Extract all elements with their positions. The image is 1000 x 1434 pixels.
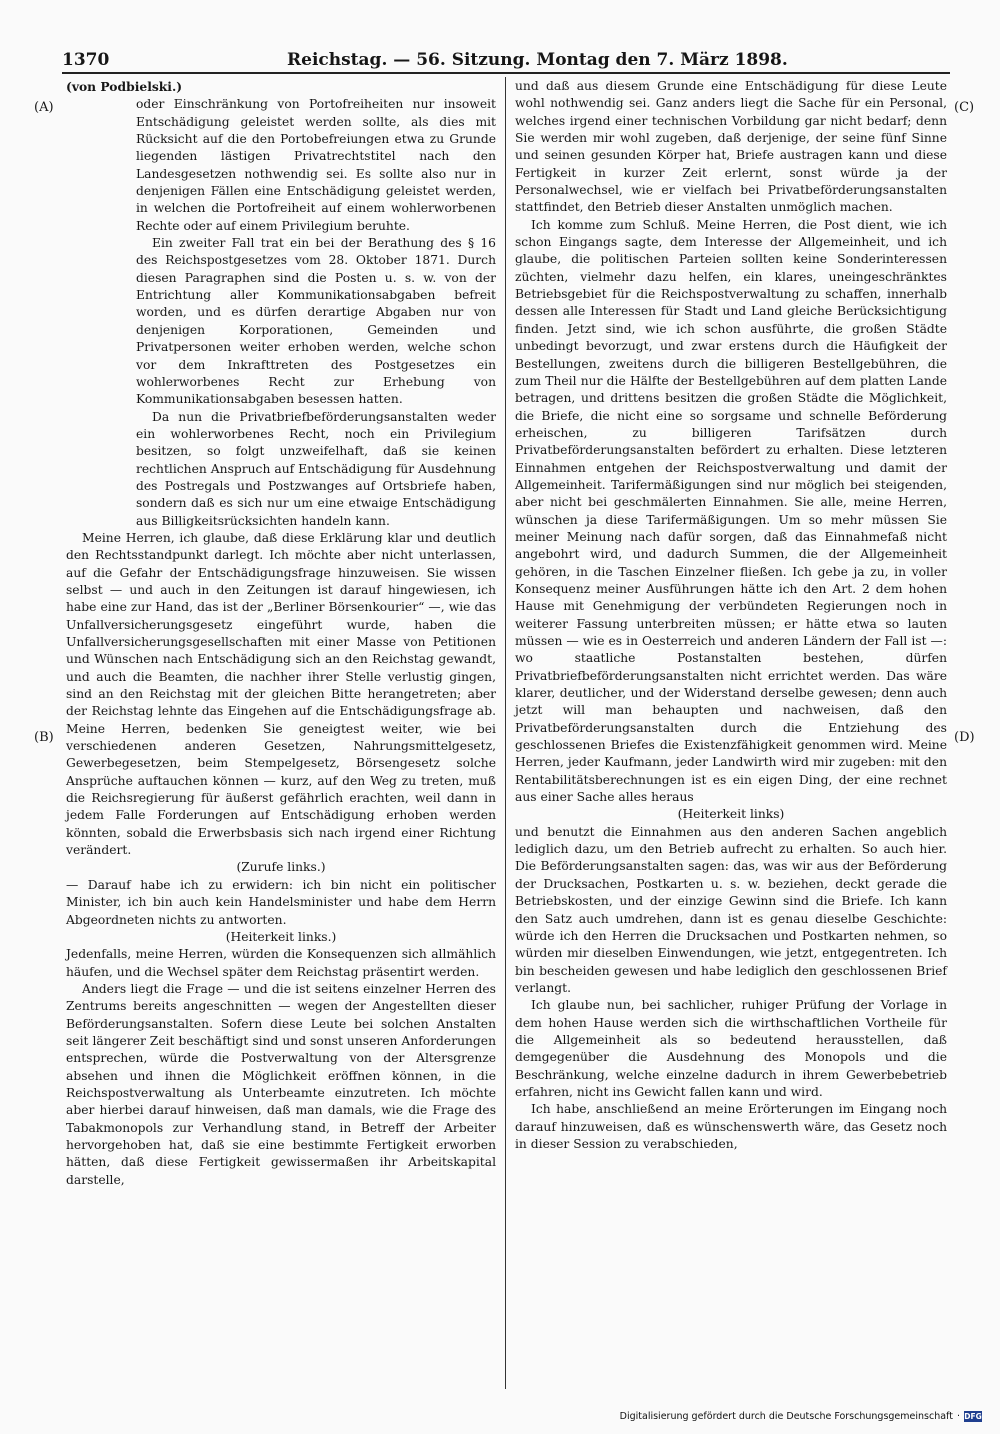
paragraph: und benutzt die Einnahmen aus den anderen Sachen angeblich lediglich dazu, um den Betrieb aufrecht zu erhalten. So auch hier. Die Beförderungsanstalten sagen: das, was wir aus der Beförderung der Drucksachen, Postkarten u. s. w. beziehen, deckt gerade die Betriebskosten, und der einzige Gewinn sind die Briefe. Ich kann den Satz auch umdrehen, dann ist es genau dieselbe Geschichte: würde ich den Herren die Drucksachen und Postkarten nehmen, so würden mir dieselben Einwendungen, wie jetzt, entgegentreten. Ich bin bescheiden gewesen und habe lediglich den geschlossenen Brief verlangt.	[515, 824, 947, 995]
margin-mark-c: (C)	[954, 100, 975, 115]
paragraph: Ich komme zum Schluß. Meine Herren, die Post dient, wie ich schon Eingangs sagte, dem Interesse der Allgemeinheit, und ich glaube, die politischen Parteien sollten keine Sonderinteressen züchten, vielmehr dazu helfen, ein klares, uneingeschränktes Betriebsgebiet für die Reichspostverwaltung zu schaffen, innerhalb dessen alle Interessen für Stadt und Land gleiche Berücksichtigung finden. Jetzt sind, wie ich schon ausführte, die großen Städte unbedingt bevorzugt, und zwar erstens durch die Häufigkeit der Bestellungen, zweitens durch die billigeren Bestellgebühren, die zum Theil nur die Hälfte der Bestellgebühren auf dem platten Lande betragen, und drittens besitzen die großen Städte die Möglichkeit, die Briefe, die nicht eine so sorgsame und schnelle Beförderung erheischen, zu billigeren Tarifsätzen durch Privatbeförderungsanstalten befördert zu erhalten. Diese letzteren Einnahmen entgehen der Reichspostverwaltung und damit der Allgemeinheit. Tarifermäßigungen sind nur möglich bei steigenden, aber nicht bei geschmälerten Einnahmen. Sie alle, meine Herren, wünschen ja diese Tarifermäßigungen. Um so mehr müssen Sie meiner Meinung nach dafür sorgen, daß das Einnahmefaß nicht angebohrt wird, und dadurch Summen, die der Allgemeinheit gehören, in die Taschen Einzelner fließen. Ich gebe ja zu, in voller Konsequenz meiner Ausführungen hätte ich den Art. 2 dem hohen Hause mit Genehmigung der verbündeten Regierungen noch in weiterer Fassung unterbreiten müssen; er hätte etwa so lauten müssen — wie es in Oesterreich und anderen Ländern der Fall ist —: wo staatliche Postanstalten bestehen, dürfen Privatbriefbeförderungsanstalten nicht errichtet werden. Das wäre klarer, deutlicher, und der Widerstand derselbe gewesen; denn auch jetzt will man behaupten und nachweisen, daß den Privatbeförderungsanstalten durch die Entziehung des geschlossenen Briefes die Existenzfähigkeit genommen wird. Meine Herren, jeder Kaufmann, jeder Landwirth wird mir zugeben: mit den Rentabilitätsberechnungen ist es ein eigen Ding, der eine rechnet aus einer Sache alles heraus	[515, 217, 947, 805]
paragraph: — Darauf habe ich zu erwidern: ich bin nicht ein politischer Minister, ich bin auch kein Handelsminister und habe dem Herrn Abgeordneten nichts zu antworten.	[66, 877, 496, 927]
page-number: 1370	[62, 50, 110, 70]
header-rule	[62, 72, 950, 74]
column-separator	[505, 77, 506, 1389]
margin-mark-b: (B)	[34, 730, 54, 745]
dfg-logo-icon: DFG	[964, 1412, 982, 1421]
paragraph: Ein zweiter Fall trat ein bei der Berathung des § 16 des Reichspostgesetzes vom 28. Oktober 1871. Durch diesen Paragraphen sind die Posten u. s. w. von der Entrichtung aller Kommunikationsabgaben befreit worden, und es dürfen derartige Abgaben nur von denjenigen Korporationen, Gemeinden und Privatpersonen weiter erhoben werden, welche schon vor dem Inkrafttreten des Postgesetzes ein wohlerworbenes Recht zur Erhebung von Kommunikationsabgaben besessen hatten.	[136, 236, 496, 407]
interjection: (Heiterkeit links.)	[225, 929, 337, 944]
speaker-label: (von Podbielski.)	[66, 79, 183, 94]
paragraph: und daß aus diesem Grunde eine Entschädigung für diese Leute wohl nothwendig sei. Ganz anders liegt die Sache für ein Personal, welches irgend einer technischen Vorbildung gar nicht bedarf; denn Sie werden mir wohl zugeben, daß derjenige, der seine fünf Sinne und seinen gesunden Körper hat, Briefe austragen kann und diese Fertigkeit in kurzer Zeit erlernt, sonst würde ja der Personalwechsel, wie er vielfach bei Privatbeförderungsanstalten stattfindet, den Betrieb dieser Anstalten unmöglich machen.	[515, 79, 947, 215]
paragraph: Ich habe, anschließend an meine Erörterungen im Eingang noch darauf hinzuweisen, daß es wünschenswerth wäre, das Gesetz noch in dieser Session zu verabschieden,	[515, 1102, 947, 1151]
paragraph: Anders liegt die Frage — und die ist seitens einzelner Herren des Zentrums bereits angeschnitten — wegen der Angestellten dieser Beförderungsanstalten. Sofern diese Leute bei solchen Anstalten seit längerer Zeit beschäftigt sind und sonst unseren Anforderungen entsprechen, würde die Postverwaltung von der Altersgrenze absehen und ihnen die Möglichkeit eröffnen können, in die Reichspostverwaltung als Unterbeamte einzutreten. Ich möchte aber hierbei darauf hinweisen, daß man damals, wie die Frage des Tabakmonopols zur Verhandlung stand, in Betreff der Arbeiter hervorgehoben hat, daß sie eine bestimmte Fertigkeit erworben hätten, daß diese Fertigkeit gewissermaßen ihr Arbeitskapital darstelle,	[66, 981, 496, 1187]
footer-credit	[620, 1411, 982, 1422]
right-column	[515, 78, 947, 1153]
footer-dot: ·	[956, 1411, 960, 1422]
paragraph: oder Einschränkung von Portofreiheiten nur insoweit Entschädigung geleistet werden sollte, als dies mit Rücksicht auf die den Portobefreiungen etwa zu Grunde liegenden lästigen Privatrechtstitel nach den Landesgesetzen nothwendig sei. Es sollte also nur in denjenigen Fällen eine Entschädigung geleistet werden, in welchen die Portofreiheit auf einem wohlerworbenen Rechte oder auf einem Privilegium beruhte.	[136, 97, 496, 233]
left-column	[66, 78, 496, 1189]
interjection: (Zurufe links.)	[236, 860, 326, 875]
paragraph: Jedenfalls, meine Herren, würden die Konsequenzen sich allmählich häufen, und die Wechsel später dem Reichstag präsentirt werden.	[66, 947, 496, 979]
margin-mark-d: (D)	[954, 730, 975, 745]
paragraph: Da nun die Privatbriefbeförderungsanstalten weder ein wohlerworbenes Recht, noch ein Privilegium besitzen, so folgt unzweifelhaft, daß sie keinen rechtlichen Anspruch auf Entschädigung für Ausdehnung des Postregals und Postzwanges auf Ortsbriefe haben, sondern daß es sich nur um eine etwaige Entschädigung aus Billigkeitsrücksichten handeln kann.	[136, 409, 496, 528]
running-title: Reichstag. — 56. Sitzung. Montag den 7. März 1898.	[287, 50, 788, 70]
paragraph: Meine Herren, ich glaube, daß diese Erklärung klar und deutlich den Rechtsstandpunkt darlegt. Ich möchte aber nicht unterlassen, auf die Gefahr der Entschädigungsfrage hinzuweisen. Sie wissen selbst — und auch in den Zeitungen ist darauf hingewiesen, ich habe eine zur Hand, das ist der „Berliner Börsenkourier“ —, wie das Unfallversicherungsgesetz eingeführt wurde, haben die Unfallversicherungsgesellschaften mit einer Masse von Petitionen und Wünschen nach Entschädigung sich an den Reichstag gewandt, und auch die Beamten, die nachher ihrer Stelle verlustig gingen, sind an den Reichstag mit der gleichen Bitte herangetreten; aber der Reichstag lehnte das Eingehen auf die Entschädigungsfrage ab. Meine Herren, bedenken Sie geneigtest weiter, wie bei verschiedenen anderen Gesetzen, Nahrungsmittelgesetz, Gewerbegesetzen, beim Stempelgesetz, Börsengesetz solche Ansprüche auftauchen können — kurz, auf den Weg zu treten, muß die Reichsregierung für äußerst gefährlich erachten, weil dann in jedem Falle Forderungen auf Entschädigung erhoben werden könnten, sobald die Erwerbsbasis sich nach irgend einer Richtung verändert.	[66, 530, 496, 858]
paragraph: Ich glaube nun, bei sachlicher, ruhiger Prüfung der Vorlage in dem hohen Hause werden sich die wirthschaftlichen Vortheile für die Allgemeinheit als so bedeutend herausstellen, daß demgegenüber die Ausdehnung des Monopols und die Beschränkung, welche einzelne dadurch in ihrem Gewerbebetrieb erfahren, nicht ins Gewicht fallen kann und wird.	[515, 998, 947, 1099]
margin-mark-a: (A)	[34, 100, 54, 115]
footer-text: Digitalisierung gefördert durch die Deutsche Forschungsgemeinschaft	[619, 1411, 953, 1422]
interjection: (Heiterkeit links)	[677, 807, 785, 822]
